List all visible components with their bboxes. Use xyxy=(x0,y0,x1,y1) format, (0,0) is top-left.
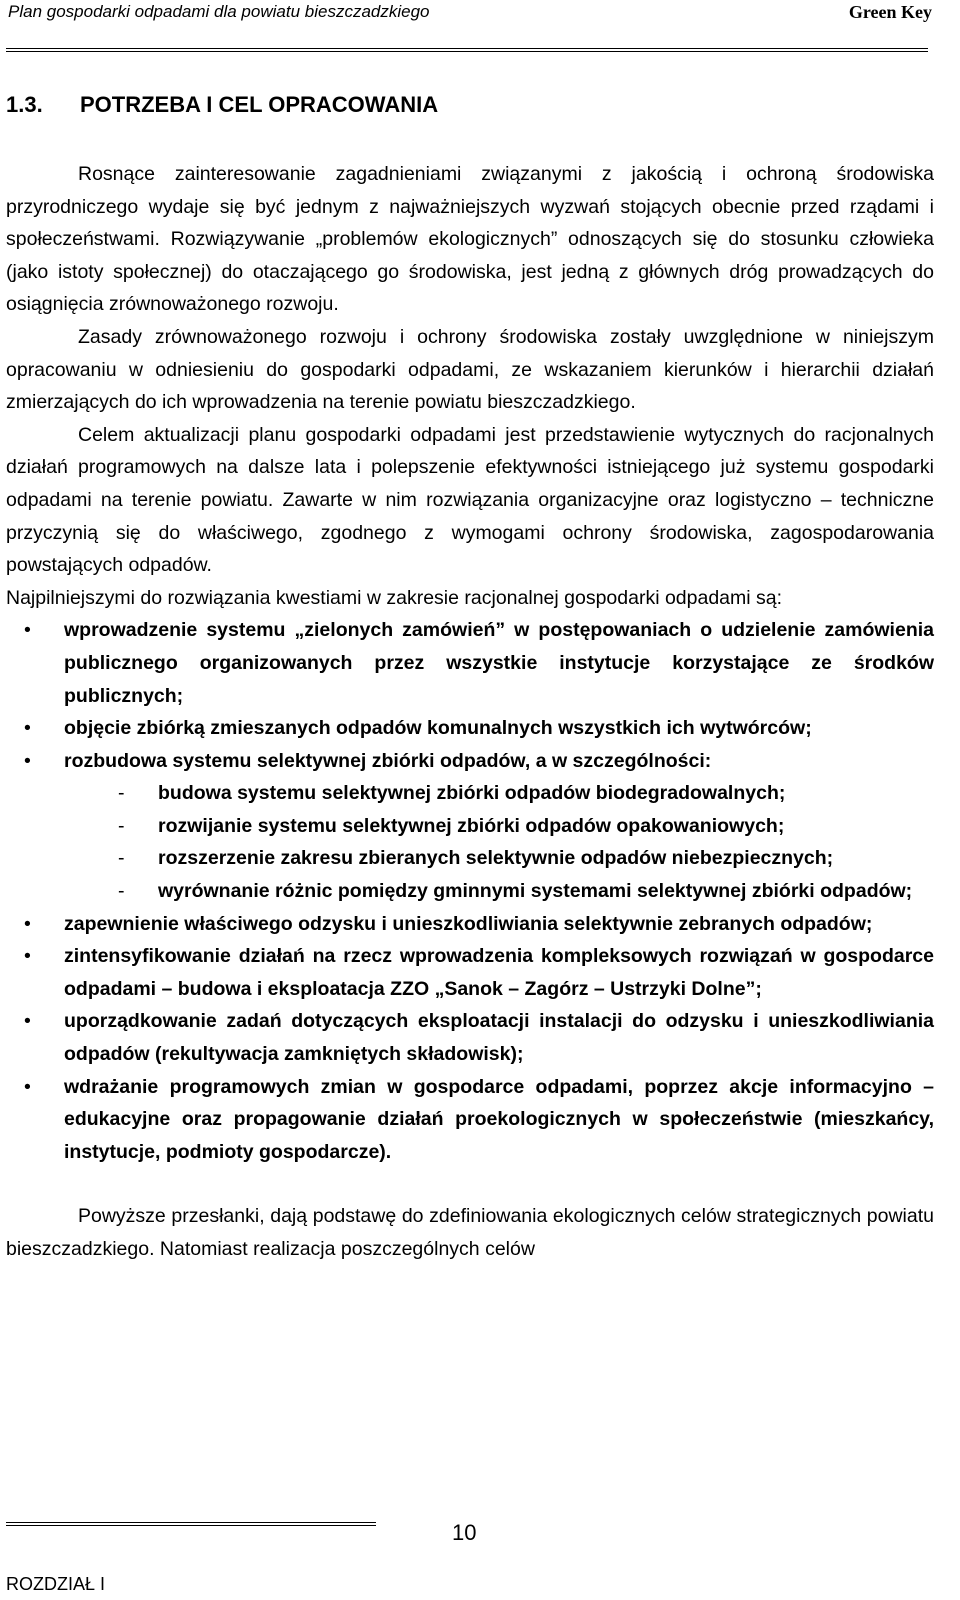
paragraph-intro: Rosnące zainteresowanie zagadnieniami związanymi z jakością i ochroną środowiska przyrodniczego wydaje się być jednym z najważniejszych wyzwań stojących obecnie przed rządami i społeczeństwami. Rozwiązywanie „problemów ekologicznych” odnoszących się do stosunku człowieka (jako istoty społecznej) do otaczającego go środowiska, jest jedną z głównych dróg prowadzących do osiągnięcia zrównoważonego rozwoju. xyxy=(6,163,934,316)
section-title: POTRZEBA I CEL OPRACOWANIA xyxy=(80,92,439,117)
sub-list-item: - budowa systemu selektywnej zbiórki odpadów biodegradowalnych; xyxy=(64,777,934,810)
document-body xyxy=(6,158,934,1266)
sub-list-item: - rozwijanie systemu selektywnej zbiórki odpadów opakowaniowych; xyxy=(64,810,934,843)
sub-list xyxy=(64,777,934,907)
sub-list-item: - wyrównanie różnic pomiędzy gminnymi systemami selektywnej zbiórki odpadów; xyxy=(64,875,934,908)
paragraph-principles: Zasady zrównoważonego rozwoju i ochrony środowiska zostały uwzględnione w niniejszym opracowaniu w odniesieniu do gospodarki odpadami, ze wskazaniem kierunków i hierarchii działań zmierzających do ich wprowadzenia na terenie powiatu bieszczadzkiego. xyxy=(6,325,934,414)
footer-chapter: ROZDZIAŁ I xyxy=(6,1574,106,1594)
paragraph-priorities: Najpilniejszymi do rozwiązania kwestiami w zakresie racjonalnej gospodarki odpadami są: xyxy=(6,586,783,609)
list-item xyxy=(6,745,934,908)
list-item: • wprowadzenie systemu „zielonych zamówień” w postępowaniach o udzielenie zamówienia publicznego organizowanych przez wszystkie instytucje korzystające ze środków publicznych; xyxy=(6,614,934,712)
list-item-text: rozbudowa systemu selektywnej zbiórki odpadów, a w szczególności: xyxy=(64,749,712,772)
list-item: • zapewnienie właściwego odzysku i unieszkodliwiania selektywnie zebranych odpadów; xyxy=(6,908,934,941)
spacer xyxy=(6,1168,934,1200)
page-number: 10 xyxy=(452,1520,477,1545)
header-rule xyxy=(6,48,928,52)
section-heading xyxy=(6,92,438,118)
list-item: • objęcie zbiórką zmieszanych odpadów komunalnych wszystkich ich wytwórców; xyxy=(6,712,934,745)
sub-list-item: - rozszerzenie zakresu zbieranych selektywnie odpadów niebezpiecznych; xyxy=(64,842,934,875)
page-header xyxy=(8,0,932,30)
header-company: Green Key xyxy=(848,2,932,22)
priority-list xyxy=(6,614,934,1168)
section-number: 1.3. xyxy=(6,92,43,117)
list-item: • wdrażanie programowych zmian w gospodarce odpadami, poprzez akcje informacyjno – edukacyjne oraz propagowanie działań proekologicznych w społeczeństwie (mieszkańcy, instytucje, podmioty gospodarcze). xyxy=(6,1071,934,1169)
footer-rule xyxy=(6,1522,376,1526)
header-document-title: Plan gospodarki odpadami dla powiatu bieszczadzkiego xyxy=(8,2,430,21)
list-item: • uporządkowanie zadań dotyczących eksploatacji instalacji do odzysku i unieszkodliwiania odpadów (rekultywacja zamkniętych składowisk); xyxy=(6,1005,934,1070)
paragraph-goal: Celem aktualizacji planu gospodarki odpadami jest przedstawienie wytycznych do racjonalnych działań programowych na dalsze lata i polepszenie efektywności istniejącego już systemu gospodarki odpadami na terenie powiatu. Zawarte w nim rozwiązania organizacyjne oraz logistyczno – techniczne przyczynią się do właściwego, zgodnego z wymogami ochrony środowiska, zagospodarowania powstających odpadów. xyxy=(6,423,934,577)
list-item: • zintensyfikowanie działań na rzecz wprowadzenia kompleksowych rozwiązań w gospodarce odpadami – budowa i eksploatacja ZZO „Sanok – Zagórz – Ustrzyki Dolne”; xyxy=(6,940,934,1005)
paragraph-closing: Powyższe przesłanki, dają podstawę do zdefiniowania ekologicznych celów strategicznych powiatu bieszczadzkiego. Natomiast realizacja poszczególnych celów xyxy=(6,1205,934,1260)
